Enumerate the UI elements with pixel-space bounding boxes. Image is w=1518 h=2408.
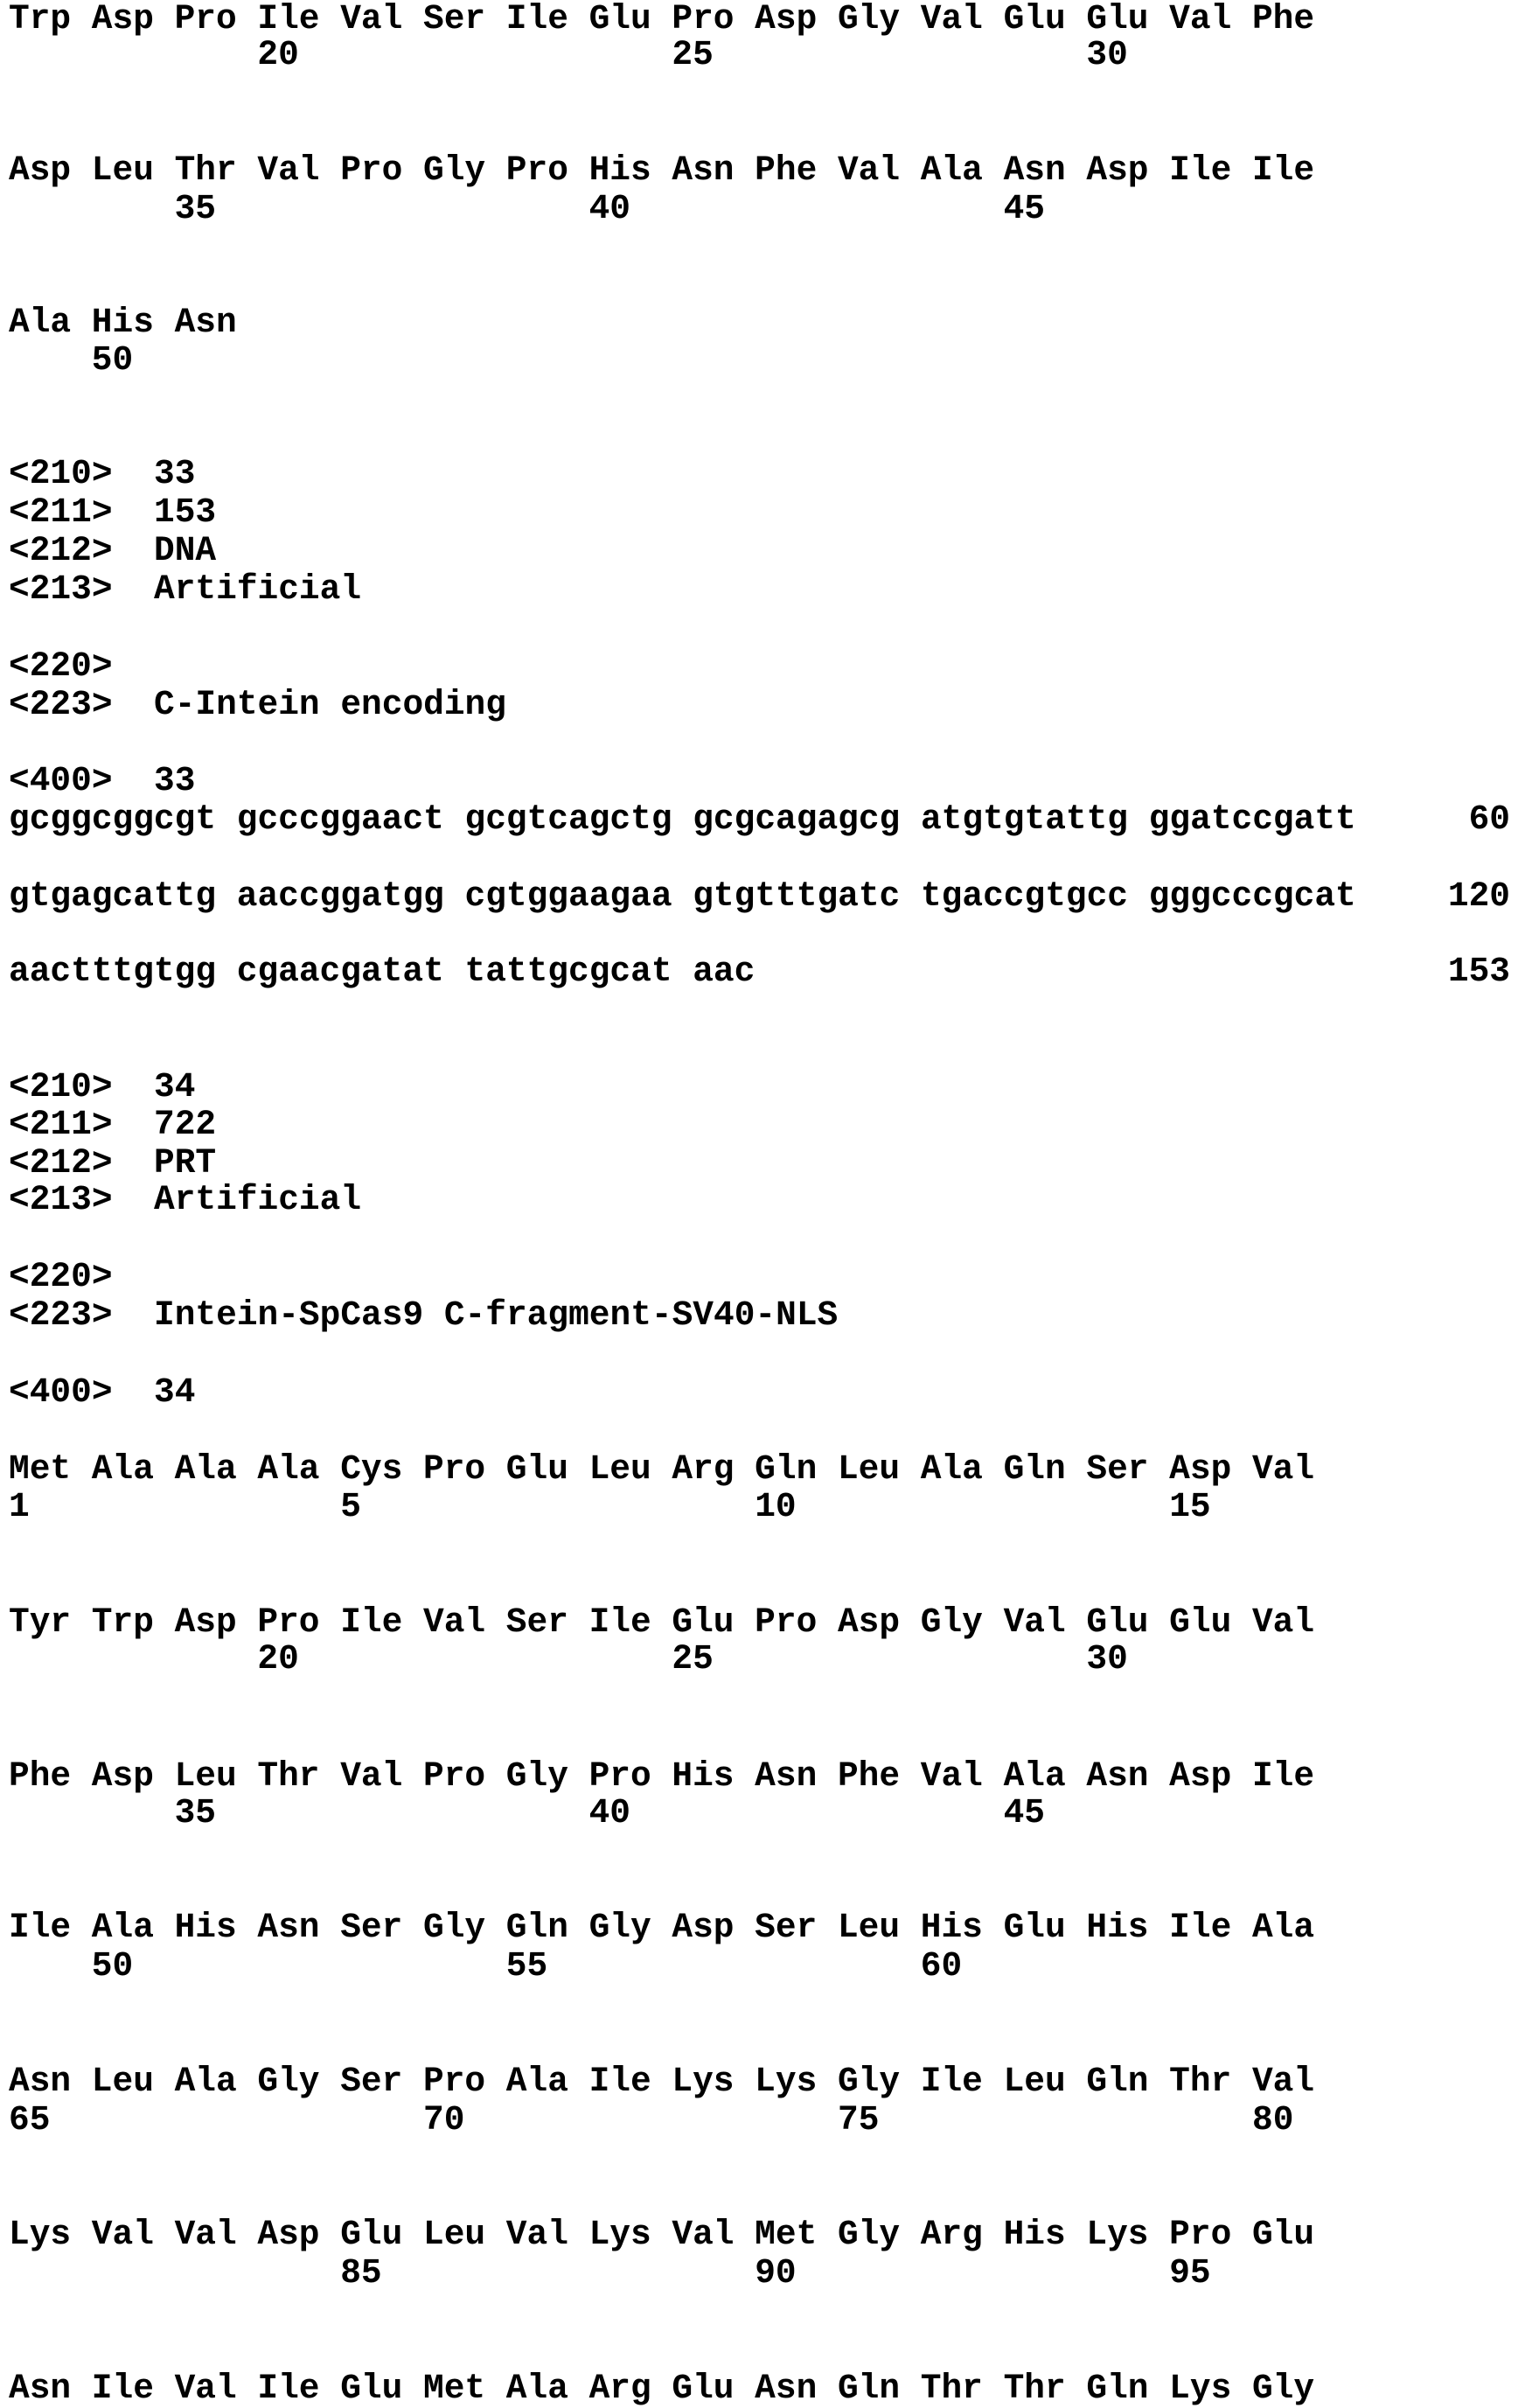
amino-acid-residue: Val [1251, 2062, 1315, 2101]
amino-acid-residue: Asp [837, 1602, 901, 1642]
amino-acid-residue: Ala [257, 1449, 320, 1489]
amino-acid-residue: Arg [588, 2369, 651, 2408]
amino-acid-residue: Asp [257, 2215, 320, 2254]
amino-acid-residue: Ile [257, 2369, 320, 2408]
residue-position-number: 45 [1003, 1793, 1046, 1832]
sequence-400 [9, 1373, 195, 1412]
field-tag: <213> [9, 1180, 113, 1219]
amino-acid-residue: Lys [9, 2215, 72, 2254]
amino-acid-residue: Ala [1003, 1756, 1066, 1796]
amino-acid-residue: Ser [755, 1908, 818, 1947]
amino-acid-residue: Gly [920, 1602, 983, 1642]
amino-acid-residue: Val [837, 150, 901, 190]
header-210 [9, 1068, 195, 1106]
amino-acid-residue: Trp [91, 1602, 154, 1642]
amino-acid-residue: Asp [91, 0, 154, 38]
residue-position-number: 50 [91, 1946, 134, 1986]
feature-220 [9, 647, 154, 686]
amino-acid-residue: Glu [1086, 0, 1149, 38]
amino-acid-residue: Pro [174, 0, 237, 38]
amino-acid-residue: Val [174, 2215, 237, 2254]
field-value: 33 [154, 454, 196, 493]
residue-row [9, 2370, 1335, 2408]
residue-position-number: 40 [588, 189, 631, 228]
amino-acid-residue: Ala [505, 2369, 568, 2408]
residue-position-number: 70 [423, 2100, 465, 2139]
residue-position-number: 85 [340, 2253, 382, 2293]
residue-row [9, 1450, 1335, 1489]
residue-position-number: 30 [1086, 1639, 1128, 1679]
amino-acid-residue: Val [340, 1756, 403, 1796]
amino-acid-residue: Glu [672, 2369, 735, 2408]
residue-row [9, 1603, 1335, 1642]
dna-line: aactttgtgg cgaacgatat tattgcgcat aac [9, 952, 756, 991]
amino-acid-residue: Asp [9, 150, 72, 190]
amino-acid-residue: Gly [837, 2062, 901, 2101]
amino-acid-residue: Pro [257, 1602, 320, 1642]
amino-acid-residue: Val [91, 2215, 154, 2254]
amino-acid-residue: Lys [1086, 2215, 1149, 2254]
residue-position-number: 35 [174, 1793, 217, 1832]
residue-position-number: 65 [9, 2100, 51, 2139]
sequence-400 [9, 762, 195, 800]
amino-acid-residue: Glu [1003, 0, 1066, 38]
amino-acid-residue: Phe [837, 1756, 901, 1796]
amino-acid-residue: Leu [588, 1449, 651, 1489]
amino-acid-residue: Pro [422, 1449, 486, 1489]
amino-acid-residue: Ile [91, 2369, 154, 2408]
residue-position-number: 90 [755, 2253, 797, 2293]
amino-acid-residue: Asp [1169, 1756, 1232, 1796]
amino-acid-residue: Ile [257, 0, 320, 38]
amino-acid-residue: Val [920, 1756, 983, 1796]
amino-acid-residue: Ser [1086, 1449, 1149, 1489]
amino-acid-residue: Gly [588, 1908, 651, 1947]
amino-acid-residue: Lys [672, 2062, 735, 2101]
amino-acid-residue: Val [1003, 1602, 1066, 1642]
residue-position-number: 30 [1086, 35, 1128, 74]
amino-acid-residue: Val [672, 2215, 735, 2254]
amino-acid-residue: Asn [9, 2062, 72, 2101]
amino-acid-residue: Asp [672, 1908, 735, 1947]
amino-acid-residue: Met [422, 2369, 486, 2408]
amino-acid-residue: Asp [174, 1602, 237, 1642]
header-212 [9, 1144, 216, 1183]
header-212 [9, 532, 216, 570]
residue-position-number: 20 [257, 35, 299, 74]
field-tag: <220> [9, 1257, 113, 1296]
residue-row [9, 0, 1335, 38]
amino-acid-residue: Met [9, 1449, 72, 1489]
amino-acid-residue: Ala [174, 1449, 237, 1489]
amino-acid-residue: Asn [1003, 150, 1066, 190]
residue-row [9, 304, 257, 342]
amino-acid-residue: Ile [1251, 150, 1315, 190]
amino-acid-residue: Met [755, 2215, 818, 2254]
residue-position-number: 80 [1252, 2100, 1294, 2139]
amino-acid-residue: Asp [755, 0, 818, 38]
amino-acid-residue: Val [1251, 1449, 1315, 1489]
residue-position-number: 50 [91, 340, 134, 380]
field-value: Intein-SpCas9 C-fragment-SV40-NLS [154, 1295, 839, 1335]
amino-acid-residue: Gly [422, 150, 486, 190]
residue-row [9, 1909, 1335, 1947]
residue-position-number: 10 [755, 1487, 797, 1526]
amino-acid-residue: Val [920, 0, 983, 38]
dna-count: 120 [1447, 876, 1510, 916]
residue-position-number: 25 [672, 1639, 714, 1679]
amino-acid-residue: Asp [91, 1756, 154, 1796]
amino-acid-residue: Leu [1003, 2062, 1066, 2101]
amino-acid-residue: Glu [505, 1449, 568, 1489]
amino-acid-residue: Asp [1086, 150, 1149, 190]
field-tag: <220> [9, 646, 113, 686]
amino-acid-residue: Phe [9, 1756, 72, 1796]
amino-acid-residue: Thr [920, 2369, 983, 2408]
field-value: Artificial [154, 569, 362, 609]
amino-acid-residue: Glu [1003, 1908, 1066, 1947]
amino-acid-residue: Asn [9, 2369, 72, 2408]
field-tag: <210> [9, 1067, 113, 1106]
amino-acid-residue: Phe [1251, 0, 1315, 38]
dna-count: 153 [1447, 952, 1510, 991]
amino-acid-residue: Glu [1169, 1602, 1232, 1642]
residue-position-number: 5 [340, 1487, 361, 1526]
amino-acid-residue: Ile [1169, 150, 1232, 190]
amino-acid-residue: Arg [920, 2215, 983, 2254]
amino-acid-residue: Gly [837, 2215, 901, 2254]
amino-acid-residue: Gln [755, 1449, 818, 1489]
feature-223 [9, 1296, 838, 1335]
header-210 [9, 455, 195, 493]
amino-acid-residue: Val [422, 1602, 486, 1642]
amino-acid-residue: Pro [588, 1756, 651, 1796]
amino-acid-residue: Val [340, 0, 403, 38]
amino-acid-residue: Pro [340, 150, 403, 190]
amino-acid-residue: Leu [91, 150, 154, 190]
dna-line: gtgagcattg aaccggatgg cgtggaagaa gtgtttgatc tgaccgtgcc gggcccgcat [9, 876, 1356, 916]
amino-acid-residue: Glu [588, 0, 651, 38]
amino-acid-residue: Ile [505, 0, 568, 38]
header-211 [9, 493, 216, 532]
amino-acid-residue: Thr [1169, 2062, 1232, 2101]
amino-acid-residue: Glu [1086, 1602, 1149, 1642]
amino-acid-residue: Ala [920, 1449, 983, 1489]
amino-acid-residue: Asp [1169, 1449, 1232, 1489]
amino-acid-residue: Pro [505, 150, 568, 190]
amino-acid-residue: His [588, 150, 651, 190]
residue-position-number: 75 [838, 2100, 880, 2139]
amino-acid-residue: Lys [755, 2062, 818, 2101]
amino-acid-residue: Gln [1086, 2369, 1149, 2408]
residue-row [9, 1757, 1335, 1796]
field-tag: <400> [9, 761, 113, 800]
residue-position-number: 20 [257, 1639, 299, 1679]
amino-acid-residue: Ala [174, 2062, 237, 2101]
amino-acid-residue: Leu [174, 1756, 237, 1796]
header-213 [9, 570, 361, 609]
amino-acid-residue: Leu [91, 2062, 154, 2101]
field-tag: <213> [9, 569, 113, 609]
residue-row [9, 151, 1335, 190]
field-tag: <400> [9, 1372, 113, 1412]
amino-acid-residue: Thr [1003, 2369, 1066, 2408]
amino-acid-residue: Leu [422, 2215, 486, 2254]
amino-acid-residue: Pro [755, 1602, 818, 1642]
amino-acid-residue: Gln [837, 2369, 901, 2408]
amino-acid-residue: Asn [1086, 1756, 1149, 1796]
field-tag: <212> [9, 1143, 113, 1183]
amino-acid-residue: Pro [422, 1756, 486, 1796]
residue-position-number: 15 [1169, 1487, 1211, 1526]
amino-acid-residue: Glu [1251, 2215, 1315, 2254]
residue-position-number: 40 [588, 1793, 631, 1832]
amino-acid-residue: Ala [505, 2062, 568, 2101]
amino-acid-residue: Tyr [9, 1602, 72, 1642]
amino-acid-residue: Lys [588, 2215, 651, 2254]
amino-acid-residue: Ile [1169, 1908, 1232, 1947]
amino-acid-residue: Asn [755, 1756, 818, 1796]
amino-acid-residue: Val [257, 150, 320, 190]
amino-acid-residue: Ala [91, 1449, 154, 1489]
header-211 [9, 1106, 216, 1144]
residue-position-number: 1 [9, 1487, 30, 1526]
amino-acid-residue: Ile [588, 2062, 651, 2101]
amino-acid-residue: Asn [257, 1908, 320, 1947]
field-tag: <212> [9, 531, 113, 570]
amino-acid-residue: Ala [91, 1908, 154, 1947]
amino-acid-residue: Val [1169, 0, 1232, 38]
amino-acid-residue: Arg [672, 1449, 735, 1489]
field-value: Artificial [154, 1180, 362, 1219]
field-value: C-Intein encoding [154, 685, 506, 724]
amino-acid-residue: His [174, 1908, 237, 1947]
amino-acid-residue: Thr [174, 150, 237, 190]
amino-acid-residue: Ile [340, 1602, 403, 1642]
amino-acid-residue: Cys [340, 1449, 403, 1489]
field-value: 153 [154, 492, 217, 532]
residue-row [9, 2063, 1335, 2101]
amino-acid-residue: Thr [257, 1756, 320, 1796]
amino-acid-residue: Asn [174, 303, 237, 342]
amino-acid-residue: Phe [755, 150, 818, 190]
amino-acid-residue: Gly [257, 2062, 320, 2101]
amino-acid-residue: Gln [1003, 1449, 1066, 1489]
amino-acid-residue: Ala [920, 150, 983, 190]
field-value: 34 [154, 1067, 196, 1106]
amino-acid-residue: Val [505, 2215, 568, 2254]
amino-acid-residue: Ala [1251, 1908, 1315, 1947]
field-value: PRT [154, 1143, 217, 1183]
amino-acid-residue: His [920, 1908, 983, 1947]
residue-position-number: 60 [920, 1946, 963, 1986]
amino-acid-residue: Gly [422, 1908, 486, 1947]
amino-acid-residue: Glu [340, 2215, 403, 2254]
amino-acid-residue: Ile [920, 2062, 983, 2101]
amino-acid-residue: Asn [672, 150, 735, 190]
field-value: 33 [154, 761, 196, 800]
amino-acid-residue: Trp [9, 0, 72, 38]
header-213 [9, 1181, 361, 1219]
amino-acid-residue: Asn [755, 2369, 818, 2408]
amino-acid-residue: Ala [9, 303, 72, 342]
amino-acid-residue: Val [174, 2369, 237, 2408]
amino-acid-residue: Pro [672, 0, 735, 38]
feature-220 [9, 1258, 154, 1296]
residue-position-number: 45 [1003, 189, 1046, 228]
amino-acid-residue: Val [1251, 1602, 1315, 1642]
amino-acid-residue: His [1003, 2215, 1066, 2254]
amino-acid-residue: His [672, 1756, 735, 1796]
amino-acid-residue: Ser [340, 2062, 403, 2101]
amino-acid-residue: Leu [837, 1449, 901, 1489]
amino-acid-residue: Ile [588, 1602, 651, 1642]
amino-acid-residue: Ser [340, 1908, 403, 1947]
feature-223 [9, 686, 506, 724]
dna-count: 60 [1468, 799, 1510, 839]
amino-acid-residue: Ile [9, 1908, 72, 1947]
amino-acid-residue: Gly [837, 0, 901, 38]
amino-acid-residue: Gly [1251, 2369, 1315, 2408]
amino-acid-residue: Lys [1169, 2369, 1232, 2408]
amino-acid-residue: Gln [1086, 2062, 1149, 2101]
amino-acid-residue: Pro [1169, 2215, 1232, 2254]
amino-acid-residue: Glu [672, 1602, 735, 1642]
amino-acid-residue: Gln [505, 1908, 568, 1947]
amino-acid-residue: His [91, 303, 154, 342]
residue-position-number: 25 [672, 35, 714, 74]
amino-acid-residue: Leu [837, 1908, 901, 1947]
residue-position-number: 55 [505, 1946, 548, 1986]
field-tag: <211> [9, 1105, 113, 1144]
field-value: 722 [154, 1105, 217, 1144]
amino-acid-residue: Glu [340, 2369, 403, 2408]
residue-position-number: 95 [1169, 2253, 1211, 2293]
field-tag: <223> [9, 685, 113, 724]
amino-acid-residue: His [1086, 1908, 1149, 1947]
residue-position-number: 35 [174, 189, 217, 228]
amino-acid-residue: Gly [505, 1756, 568, 1796]
field-value: 34 [154, 1372, 196, 1412]
field-tag: <211> [9, 492, 113, 532]
amino-acid-residue: Ser [422, 0, 486, 38]
amino-acid-residue: Pro [422, 2062, 486, 2101]
field-tag: <210> [9, 454, 113, 493]
amino-acid-residue: Ile [1251, 1756, 1315, 1796]
field-tag: <223> [9, 1295, 113, 1335]
residue-row [9, 2216, 1335, 2254]
dna-line: gcggcggcgt gcccggaact gcgtcagctg gcgcagagcg atgtgtattg ggatccgatt [9, 799, 1356, 839]
amino-acid-residue: Ser [505, 1602, 568, 1642]
field-value: DNA [154, 531, 217, 570]
